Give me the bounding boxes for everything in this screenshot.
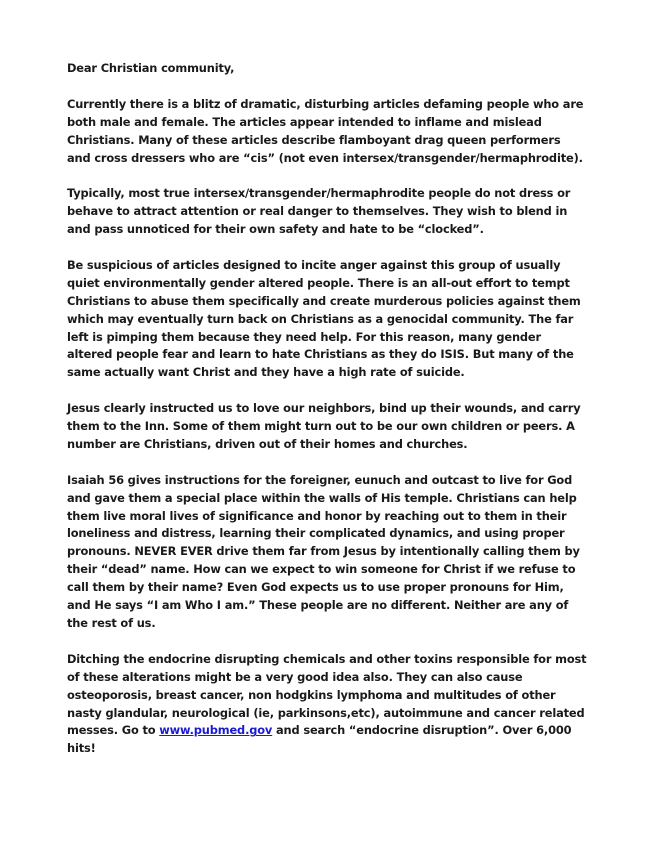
pubmed-link[interactable]: www.pubmed.gov — [159, 723, 273, 738]
paragraph-4: Jesus clearly instructed us to love our neighbors, bind up their wounds, and carry them to the Inn. Some of them might turn out to be our own children or peers. A number are Christians, driven out of their homes and churches. — [67, 401, 581, 451]
paragraph-2: Typically, most true intersex/transgender/hermaphrodite people do not dress or behave to attract attention or real danger to themselves. They wish to blend in and pass unnoticed for their own safety and hate to be “clocked”. — [67, 186, 571, 237]
paragraph-3: Be suspicious of articles designed to incite anger against this group of usually quiet environmentally gender altered people. There is an all-out effort to tempt Christians to abuse them specifically and create murderous policies against them which may eventually turn back on Christians as a genocidal community. The far left is pimping them because they need help. For this reason, many gender altered people fear and learn to hate Christians as they do ISIS. But many of the same actually want Christ and they have a high rate of suicide. — [67, 257, 581, 380]
paragraph-6-text-start: Ditching the endocrine disrupting chemicals and other toxins responsible for most of these alterations might be a very good idea also. They can also cause osteoporosis, breast cancer, non hodgkins lymphoma and multitudes of other nasty glandular, neurological (ie, parkinsons,etc), autoimmune and cancer related messes. Go to — [67, 651, 587, 738]
paragraph-6 — [67, 651, 587, 758]
paragraph-5: Isaiah 56 gives instructions for the foreigner, eunuch and outcast to live for God and gave them a special place within the walls of His temple. Christians can help them live moral lives of significance and honor by reaching out to them in their loneliness and distress, learning their complicated dynamics, and using proper pronouns. NEVER EVER drive them far from Jesus by intentionally calling them by their “dead” name. How can we expect to win someone for Christ if we refuse to call them by their name? Even God expects us to use proper pronouns for Him, and He says “I am Who I am.” These people are no different. Neither are any of the rest of us. — [67, 472, 580, 631]
paragraph-6-text-end: and search “endocrine disruption”. Over 6,000 hits! — [67, 723, 572, 756]
paragraph-1: Currently there is a blitz of dramatic, disturbing articles defaming people who are both male and female. The articles appear intended to inflame and mislead Christians. Many of these articles describe flamboyant drag queen performers and cross dressers who are “cis” (not even intersex/transgender/hermaphrodite). — [67, 96, 584, 165]
greeting: Dear Christian community, — [67, 61, 235, 75]
letter-body — [67, 60, 587, 758]
